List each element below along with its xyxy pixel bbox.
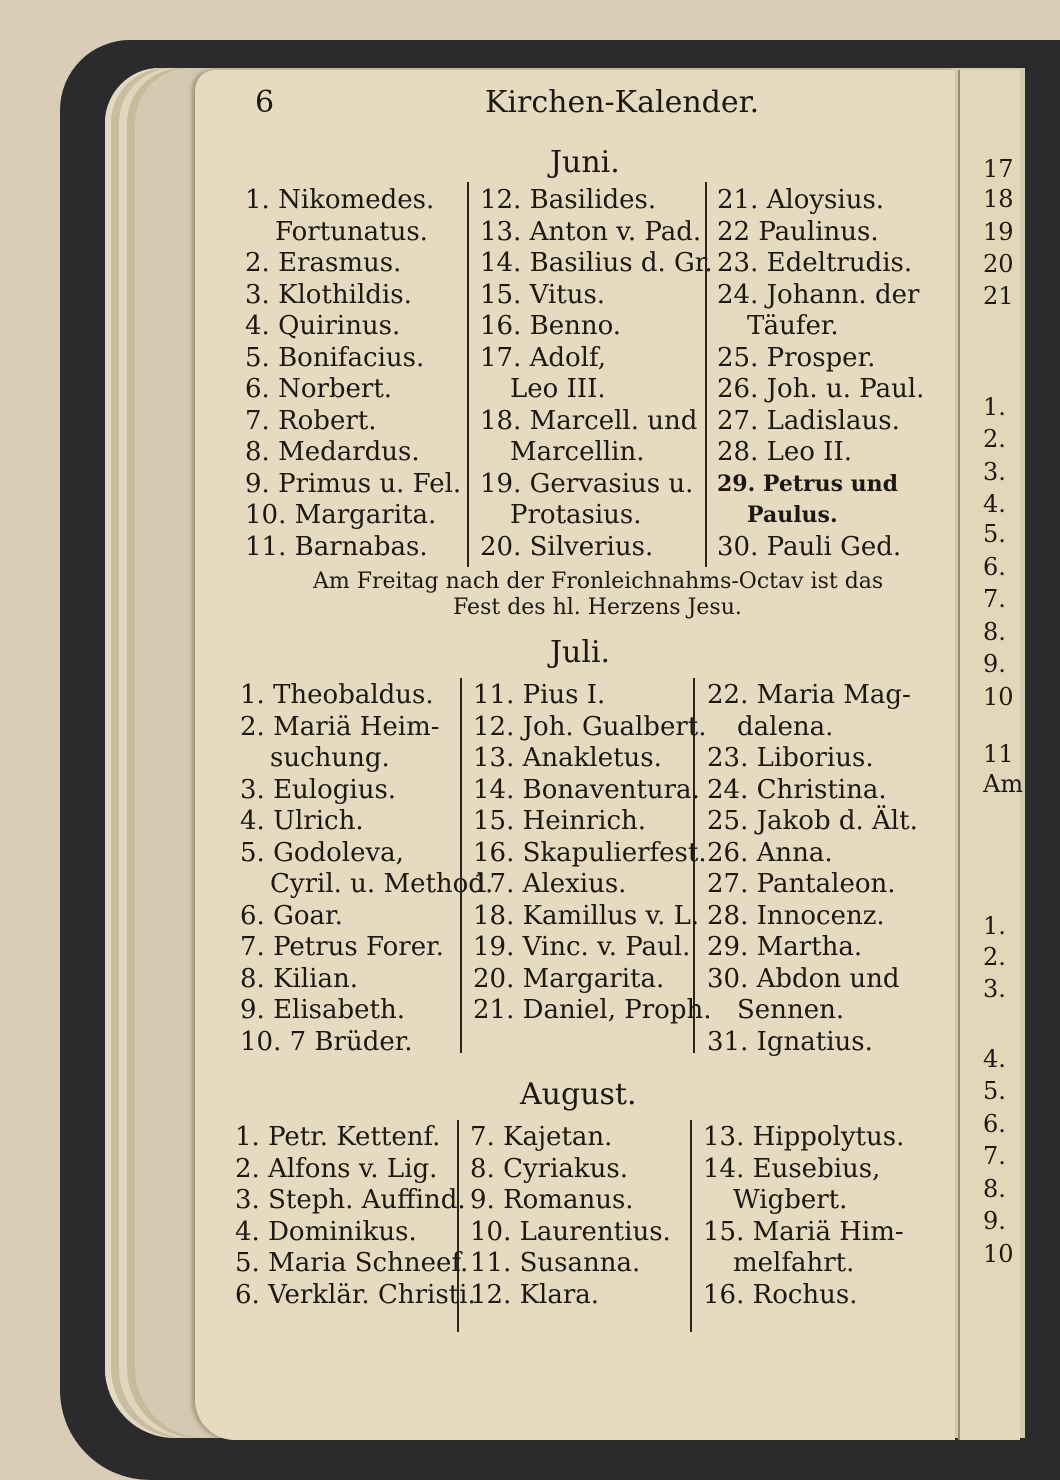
calendar-entry: 15. Heinrich. bbox=[473, 806, 647, 836]
facing-page-fragment: 20 bbox=[983, 250, 1014, 278]
calendar-entry: 2. Mariä Heim- bbox=[240, 711, 440, 742]
facing-page-fragment: 2. bbox=[983, 943, 1006, 971]
calendar-entry: 5. Godoleva, bbox=[240, 837, 404, 868]
calendar-entry: 12. Klara. bbox=[470, 1279, 600, 1310]
calendar-entry: 27. Pantaleon. bbox=[707, 869, 896, 899]
calendar-entry: 6. Verklär. Christi. bbox=[235, 1279, 476, 1310]
facing-page-fragment: 8. bbox=[983, 1175, 1006, 1203]
facing-page-fragment: 6. bbox=[983, 553, 1006, 581]
calendar-entry: 14. Bonaventura. bbox=[473, 774, 700, 805]
calendar-entry: 3. Steph. Auffind. bbox=[235, 1185, 466, 1215]
calendar-entry: 31. Ignatius. bbox=[707, 1026, 873, 1057]
facing-page-fragment: 3. bbox=[983, 975, 1006, 1003]
calendar-entry: Protasius. bbox=[510, 500, 642, 530]
calendar-entry: 28. Innocenz. bbox=[707, 900, 885, 931]
calendar-entry: 20. Silverius. bbox=[480, 531, 654, 562]
facing-page-fragment: 5. bbox=[983, 1077, 1006, 1105]
calendar-entry: 14. Eusebius, bbox=[703, 1153, 881, 1184]
calendar-entry: 22. Maria Mag- bbox=[707, 680, 911, 710]
calendar-entry: melfahrt. bbox=[733, 1248, 855, 1278]
calendar-entry: 26. Joh. u. Paul. bbox=[717, 374, 925, 404]
calendar-entry: 12. Joh. Gualbert. bbox=[473, 711, 707, 742]
facing-page-fragment: 2. bbox=[983, 425, 1006, 453]
calendar-entry: 4. Ulrich. bbox=[240, 806, 364, 836]
facing-page-fragment: 8. bbox=[983, 618, 1006, 646]
calendar-entry: 1. Nikomedes. bbox=[245, 185, 435, 215]
calendar-entry: 30. Abdon und bbox=[707, 963, 900, 994]
calendar-entry: 6. Goar. bbox=[240, 900, 343, 931]
calendar-entry: 11. Pius I. bbox=[473, 680, 606, 710]
calendar-entry: 13. Anakletus. bbox=[473, 743, 662, 773]
calendar-entry: 4. Quirinus. bbox=[245, 311, 401, 341]
facing-page-fragment: 4. bbox=[983, 1045, 1006, 1073]
facing-page-fragment: 9. bbox=[983, 1207, 1006, 1235]
calendar-entry: Leo III. bbox=[510, 374, 606, 404]
facing-page-fragment: 5. bbox=[983, 520, 1006, 548]
facing-page-fragment: 19 bbox=[983, 218, 1014, 246]
calendar-entry: 12. Basilides. bbox=[480, 185, 657, 215]
facing-page-fragment: 21 bbox=[983, 282, 1014, 310]
june-divider-1 bbox=[467, 182, 469, 567]
calendar-entry: Cyril. u. Method. bbox=[270, 869, 494, 899]
calendar-entry: 15. Vitus. bbox=[480, 279, 606, 310]
facing-page-fragment: 6. bbox=[983, 1110, 1006, 1138]
calendar-entry: 26. Anna. bbox=[707, 837, 833, 868]
calendar-page bbox=[195, 70, 955, 1440]
facing-page-fragment: 10 bbox=[983, 683, 1014, 711]
facing-page-fragment: 7. bbox=[983, 585, 1006, 613]
june-note-line-2: Fest des hl. Herzens Jesu. bbox=[453, 595, 742, 620]
facing-page-fragment: 11 bbox=[983, 740, 1014, 768]
calendar-entry: Marcellin. bbox=[510, 437, 645, 467]
calendar-entry: 15. Mariä Him- bbox=[703, 1216, 904, 1247]
facing-page-fragment: Am bbox=[983, 770, 1024, 798]
calendar-entry: 1. Petr. Kettenf. bbox=[235, 1122, 441, 1152]
calendar-entry: 14. Basilius d. Gr. bbox=[480, 248, 713, 278]
facing-page-fragment: 3. bbox=[983, 458, 1006, 486]
calendar-entry: 13. Hippolytus. bbox=[703, 1122, 905, 1152]
calendar-entry: 25. Jakob d. Ält. bbox=[707, 806, 918, 836]
june-divider-2 bbox=[705, 182, 707, 567]
calendar-entry: dalena. bbox=[737, 711, 834, 742]
calendar-entry: 9. Primus u. Fel. bbox=[245, 468, 462, 499]
calendar-entry: 7. Petrus Forer. bbox=[240, 932, 444, 962]
calendar-entry: 18. Kamillus v. L. bbox=[473, 900, 700, 931]
facing-page-fragment: 1. bbox=[983, 912, 1006, 940]
calendar-entry: 2. Erasmus. bbox=[245, 248, 402, 278]
calendar-entry: 11. Barnabas. bbox=[245, 531, 428, 562]
calendar-entry: Sennen. bbox=[737, 995, 845, 1025]
facing-page-fragment: 4. bbox=[983, 490, 1006, 518]
calendar-entry: 10. Margarita. bbox=[245, 500, 437, 530]
calendar-entry: 9. Romanus. bbox=[470, 1185, 634, 1215]
july-divider-1 bbox=[460, 678, 462, 1053]
calendar-entry: 10. 7 Brüder. bbox=[240, 1026, 413, 1057]
calendar-entry: 21. Daniel, Proph. bbox=[473, 995, 712, 1025]
calendar-entry: 3. Eulogius. bbox=[240, 774, 397, 805]
calendar-entry: 20. Margarita. bbox=[473, 963, 665, 994]
page-number: 6 bbox=[255, 85, 275, 120]
calendar-entry: 5. Maria Schneef. bbox=[235, 1248, 469, 1278]
august-divider-2 bbox=[690, 1120, 692, 1332]
calendar-entry: 9. Elisabeth. bbox=[240, 995, 406, 1025]
page-title: Kirchen-Kalender. bbox=[485, 85, 760, 120]
calendar-entry: 17. Alexius. bbox=[473, 869, 627, 899]
facing-page-fragment: 7. bbox=[983, 1142, 1006, 1170]
calendar-entry: 13. Anton v. Pad. bbox=[480, 216, 702, 247]
calendar-entry: 19. Gervasius u. bbox=[480, 468, 694, 499]
calendar-entry: 17. Adolf, bbox=[480, 342, 606, 373]
calendar-entry: 16. Rochus. bbox=[703, 1279, 858, 1310]
calendar-entry: 2. Alfons v. Lig. bbox=[235, 1153, 438, 1184]
calendar-entry: 7. Kajetan. bbox=[470, 1122, 613, 1152]
calendar-entry: 18. Marcell. und bbox=[480, 405, 698, 436]
june-heading: Juni. bbox=[550, 145, 620, 180]
calendar-entry: 23. Liborius. bbox=[707, 743, 874, 773]
facing-page-fragment: 9. bbox=[983, 650, 1006, 678]
calendar-entry: 8. Cyriakus. bbox=[470, 1153, 629, 1184]
calendar-entry: Fortunatus. bbox=[275, 216, 428, 247]
calendar-entry: 24. Christina. bbox=[707, 774, 887, 805]
calendar-entry: 8. Kilian. bbox=[240, 963, 358, 994]
calendar-entry: 30. Pauli Ged. bbox=[717, 531, 902, 562]
calendar-entry: Wigbert. bbox=[733, 1185, 848, 1215]
calendar-entry: 16. Skapulierfest. bbox=[473, 837, 707, 868]
calendar-entry: 22 Paulinus. bbox=[717, 216, 879, 247]
calendar-entry: 19. Vinc. v. Paul. bbox=[473, 932, 691, 962]
calendar-entry: 16. Benno. bbox=[480, 311, 622, 341]
august-heading: August. bbox=[520, 1077, 637, 1112]
calendar-entry: 10. Laurentius. bbox=[470, 1216, 671, 1247]
facing-page-fragment: 18 bbox=[983, 185, 1014, 213]
calendar-entry: 29. Martha. bbox=[707, 932, 863, 962]
calendar-entry: 27. Ladislaus. bbox=[717, 405, 900, 436]
calendar-entry: 29. Petrus und bbox=[717, 470, 899, 497]
calendar-entry: 28. Leo II. bbox=[717, 437, 852, 467]
calendar-entry: 7. Robert. bbox=[245, 405, 377, 436]
calendar-entry: Paulus. bbox=[747, 502, 838, 528]
calendar-entry: 24. Johann. der bbox=[717, 279, 920, 310]
calendar-entry: Täufer. bbox=[747, 311, 839, 341]
calendar-entry: 4. Dominikus. bbox=[235, 1216, 417, 1247]
calendar-entry: 23. Edeltrudis. bbox=[717, 248, 913, 278]
calendar-entry: 8. Medardus. bbox=[245, 437, 420, 467]
facing-page-fragment: 1. bbox=[983, 393, 1006, 421]
calendar-entry: 21. Aloysius. bbox=[717, 185, 885, 215]
july-heading: Juli. bbox=[550, 635, 611, 670]
calendar-entry: 5. Bonifacius. bbox=[245, 342, 425, 373]
facing-page-fragment: 10 bbox=[983, 1240, 1014, 1268]
calendar-entry: 3. Klothildis. bbox=[245, 279, 412, 310]
calendar-entry: 11. Susanna. bbox=[470, 1248, 641, 1278]
calendar-entry: 6. Norbert. bbox=[245, 374, 393, 404]
calendar-entry: 1. Theobaldus. bbox=[240, 680, 434, 710]
calendar-entry: 25. Prosper. bbox=[717, 342, 876, 373]
calendar-entry: suchung. bbox=[270, 743, 390, 773]
facing-page-fragment: 17 bbox=[983, 155, 1014, 183]
june-note-line-1: Am Freitag nach der Fronleichnahms-Octav ist das bbox=[313, 569, 884, 594]
